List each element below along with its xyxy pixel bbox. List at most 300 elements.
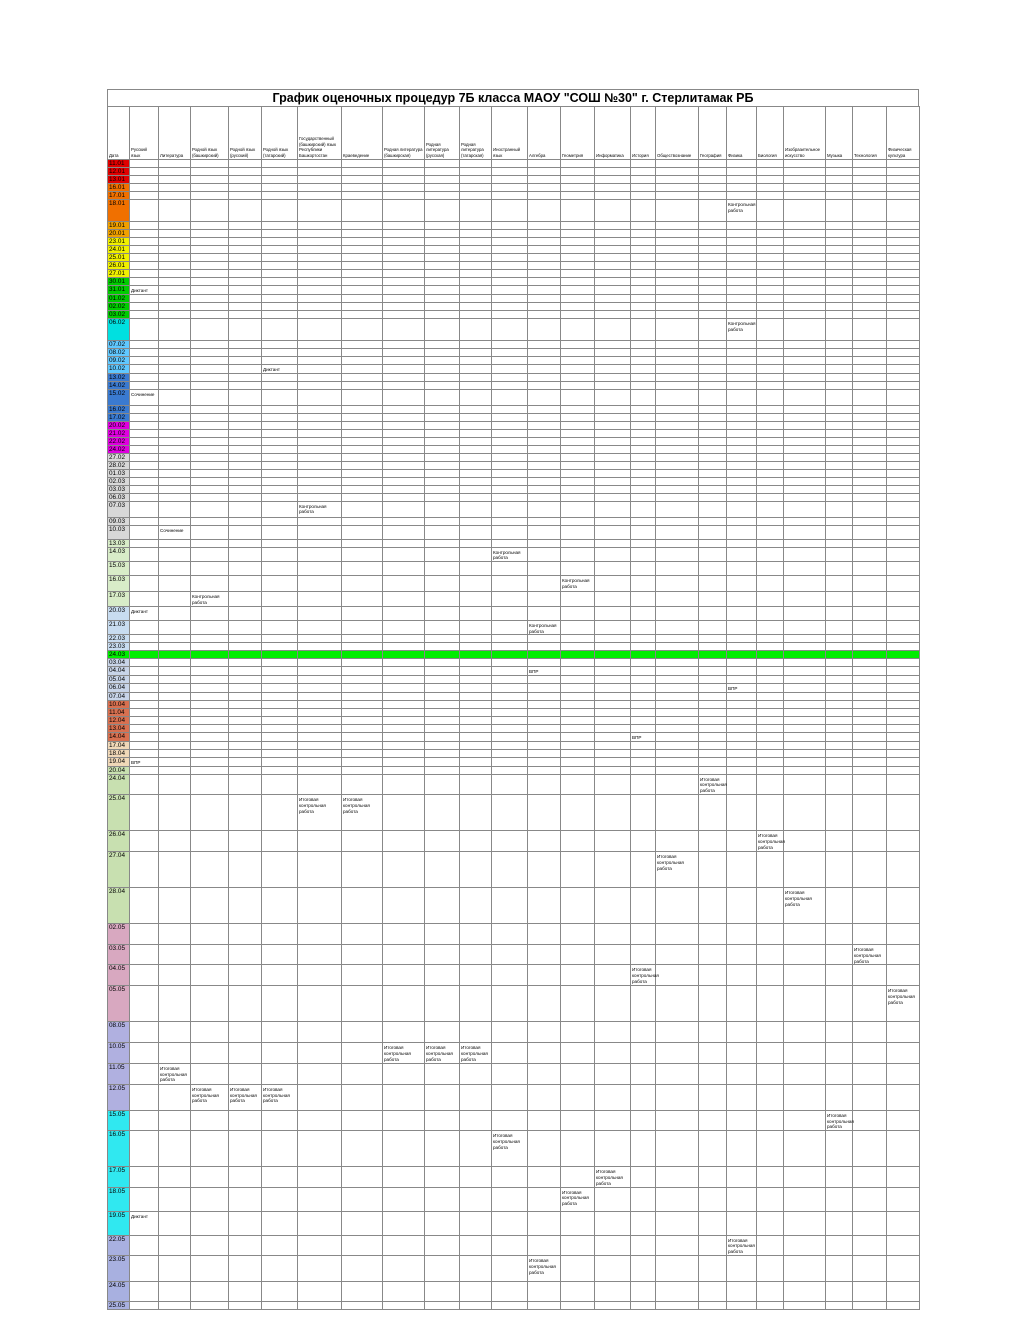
schedule-row: [108, 562, 920, 576]
empty-cell: [298, 851, 342, 887]
schedule-row: [108, 310, 920, 318]
empty-cell: [631, 635, 656, 643]
empty-cell: [757, 413, 784, 421]
empty-cell: [492, 270, 528, 278]
empty-cell: [262, 453, 298, 461]
empty-cell: [595, 413, 631, 421]
empty-cell: [887, 547, 920, 562]
empty-cell: [159, 230, 191, 238]
empty-cell: [130, 437, 159, 445]
empty-cell: [130, 356, 159, 364]
empty-cell: [159, 302, 191, 310]
empty-cell: [826, 246, 853, 254]
empty-cell: [191, 160, 229, 168]
empty-cell: [342, 246, 383, 254]
empty-cell: [853, 757, 887, 766]
empty-cell: [595, 749, 631, 757]
empty-cell: [757, 1022, 784, 1043]
empty-cell: [130, 262, 159, 270]
empty-cell: [383, 160, 425, 168]
empty-cell: [561, 278, 595, 286]
empty-cell: [130, 294, 159, 302]
assessment-cell: [727, 200, 757, 222]
empty-cell: [342, 1211, 383, 1235]
empty-cell: [784, 453, 826, 461]
empty-cell: [229, 1131, 262, 1167]
empty-cell: [595, 547, 631, 562]
date-cell: 10.05: [108, 1043, 130, 1063]
empty-cell: [342, 1131, 383, 1167]
empty-cell: [853, 774, 887, 794]
empty-cell: [298, 461, 342, 469]
empty-cell: [229, 716, 262, 724]
empty-cell: [492, 562, 528, 576]
empty-cell: [460, 1131, 492, 1167]
assessment-label: Итоговая контрольная работа: [785, 889, 812, 907]
empty-cell: [460, 340, 492, 348]
empty-cell: [191, 192, 229, 200]
empty-cell: [595, 176, 631, 184]
empty-cell: [159, 562, 191, 576]
empty-cell: [887, 676, 920, 684]
empty-cell: [191, 485, 229, 493]
empty-cell: [757, 851, 784, 887]
empty-cell: [262, 310, 298, 318]
date-cell: 09.03: [108, 517, 130, 525]
empty-cell: [561, 724, 595, 732]
empty-cell: [595, 230, 631, 238]
empty-cell: [528, 517, 561, 525]
empty-cell: [853, 1211, 887, 1235]
date-cell: 16.01: [108, 184, 130, 192]
empty-cell: [826, 887, 853, 923]
assessment-label: Итоговая контрольная работа: [461, 1045, 488, 1062]
empty-cell: [595, 620, 631, 635]
empty-cell: [460, 944, 492, 964]
empty-cell: [298, 356, 342, 364]
empty-cell: [383, 230, 425, 238]
assessment-cell: [298, 794, 342, 830]
empty-cell: [727, 606, 757, 620]
empty-cell: [631, 389, 656, 405]
empty-cell: [159, 1301, 191, 1309]
empty-cell: [130, 851, 159, 887]
assessment-cell: [425, 1043, 460, 1063]
empty-cell: [727, 667, 757, 676]
empty-cell: [826, 1167, 853, 1187]
empty-cell: [492, 923, 528, 944]
empty-cell: [561, 1110, 595, 1130]
empty-cell: [159, 1281, 191, 1301]
empty-cell: [460, 318, 492, 340]
empty-cell: [342, 421, 383, 429]
empty-cell: [561, 562, 595, 576]
empty-cell: [595, 659, 631, 667]
empty-cell: [191, 364, 229, 373]
empty-cell: [383, 356, 425, 364]
empty-cell: [298, 168, 342, 176]
empty-cell: [262, 576, 298, 592]
empty-cell: [727, 1110, 757, 1130]
empty-cell: [229, 238, 262, 246]
empty-cell: [191, 606, 229, 620]
empty-cell: [298, 477, 342, 485]
empty-cell: [191, 222, 229, 230]
empty-cell: [561, 364, 595, 373]
empty-cell: [561, 286, 595, 295]
empty-cell: [262, 348, 298, 356]
empty-cell: [425, 294, 460, 302]
empty-cell: [262, 286, 298, 295]
empty-cell: [757, 944, 784, 964]
empty-cell: [492, 469, 528, 477]
empty-cell: [262, 700, 298, 708]
empty-cell: [342, 774, 383, 794]
empty-cell: [887, 965, 920, 986]
empty-cell: [159, 168, 191, 176]
empty-cell: [887, 562, 920, 576]
empty-cell: [561, 1301, 595, 1309]
empty-cell: [425, 606, 460, 620]
empty-cell: [460, 278, 492, 286]
empty-cell: [342, 517, 383, 525]
empty-cell: [784, 405, 826, 413]
empty-cell: [595, 461, 631, 469]
date-cell: 13.02: [108, 373, 130, 381]
empty-cell: [727, 429, 757, 437]
empty-cell: [460, 168, 492, 176]
empty-cell: [595, 192, 631, 200]
empty-cell: [262, 485, 298, 493]
empty-cell: [130, 485, 159, 493]
empty-cell: [727, 741, 757, 749]
empty-cell: [342, 302, 383, 310]
empty-cell: [853, 1255, 887, 1281]
empty-cell: [159, 286, 191, 295]
empty-cell: [298, 184, 342, 192]
date-cell: 10.04: [108, 700, 130, 708]
empty-cell: [425, 222, 460, 230]
empty-cell: [298, 286, 342, 295]
assessment-label: Итоговая контрольная работа: [827, 1112, 854, 1130]
empty-cell: [298, 437, 342, 445]
empty-cell: [460, 562, 492, 576]
empty-cell: [727, 887, 757, 923]
empty-cell: [425, 1255, 460, 1281]
empty-cell: [631, 302, 656, 310]
empty-cell: [631, 1301, 656, 1309]
empty-cell: [699, 741, 727, 749]
empty-cell: [383, 381, 425, 389]
empty-cell: [784, 620, 826, 635]
empty-cell: [656, 453, 699, 461]
empty-cell: [383, 278, 425, 286]
empty-cell: [130, 1063, 159, 1084]
empty-cell: [528, 562, 561, 576]
empty-cell: [887, 461, 920, 469]
empty-cell: [631, 676, 656, 684]
empty-cell: [784, 643, 826, 651]
empty-cell: [561, 986, 595, 1022]
empty-cell: [853, 318, 887, 340]
empty-cell: [757, 469, 784, 477]
empty-cell: [460, 302, 492, 310]
date-cell: 21.02: [108, 429, 130, 437]
empty-cell: [784, 741, 826, 749]
empty-cell: [561, 437, 595, 445]
empty-cell: [631, 437, 656, 445]
empty-cell: [460, 887, 492, 923]
date-cell: 11.05: [108, 1063, 130, 1084]
empty-cell: [826, 453, 853, 461]
empty-cell: [460, 429, 492, 437]
schedule-row: [108, 286, 920, 295]
empty-cell: [595, 1255, 631, 1281]
empty-cell: [460, 286, 492, 295]
empty-cell: [460, 348, 492, 356]
empty-cell: [298, 429, 342, 437]
date-cell: 14.02: [108, 381, 130, 389]
empty-cell: [826, 700, 853, 708]
empty-cell: [229, 437, 262, 445]
empty-cell: [191, 501, 229, 517]
empty-cell: [191, 340, 229, 348]
empty-cell: [229, 160, 262, 168]
empty-cell: [425, 437, 460, 445]
empty-cell: [383, 1235, 425, 1255]
empty-cell: [130, 230, 159, 238]
empty-cell: [595, 651, 631, 659]
empty-cell: [826, 364, 853, 373]
date-cell: 14.03: [108, 547, 130, 562]
empty-cell: [425, 1131, 460, 1167]
empty-cell: [298, 381, 342, 389]
empty-cell: [757, 1043, 784, 1063]
empty-cell: [826, 222, 853, 230]
empty-cell: [159, 620, 191, 635]
empty-cell: [262, 851, 298, 887]
empty-cell: [656, 651, 699, 659]
empty-cell: [425, 700, 460, 708]
assessment-cell: [853, 944, 887, 964]
schedule-row: [108, 1281, 920, 1301]
date-cell: 10.02: [108, 364, 130, 373]
empty-cell: [298, 684, 342, 693]
empty-cell: [130, 1084, 159, 1110]
empty-cell: [887, 1022, 920, 1043]
empty-cell: [492, 757, 528, 766]
assessment-cell: [383, 1043, 425, 1063]
empty-cell: [342, 176, 383, 184]
empty-cell: [757, 606, 784, 620]
empty-cell: [595, 1301, 631, 1309]
empty-cell: [757, 547, 784, 562]
empty-cell: [784, 525, 826, 539]
empty-cell: [229, 200, 262, 222]
empty-cell: [595, 477, 631, 485]
empty-cell: [492, 373, 528, 381]
empty-cell: [826, 620, 853, 635]
empty-cell: [631, 757, 656, 766]
schedule-row: [108, 576, 920, 592]
empty-cell: [159, 635, 191, 643]
empty-cell: [229, 887, 262, 923]
empty-cell: [383, 1281, 425, 1301]
schedule-row: [108, 493, 920, 501]
empty-cell: [528, 364, 561, 373]
empty-cell: [757, 774, 784, 794]
empty-cell: [342, 200, 383, 222]
empty-cell: [727, 310, 757, 318]
empty-cell: [229, 222, 262, 230]
date-cell: 02.03: [108, 477, 130, 485]
empty-cell: [130, 741, 159, 749]
empty-cell: [492, 1211, 528, 1235]
empty-cell: [191, 310, 229, 318]
empty-cell: [460, 1235, 492, 1255]
empty-cell: [425, 766, 460, 774]
date-cell: 17.01: [108, 192, 130, 200]
empty-cell: [262, 643, 298, 651]
empty-cell: [492, 246, 528, 254]
empty-cell: [130, 429, 159, 437]
empty-cell: [853, 364, 887, 373]
empty-cell: [631, 348, 656, 356]
empty-cell: [887, 413, 920, 421]
column-header: Русский язык: [130, 107, 159, 160]
empty-cell: [595, 887, 631, 923]
empty-cell: [130, 238, 159, 246]
empty-cell: [853, 356, 887, 364]
empty-cell: [699, 200, 727, 222]
empty-cell: [757, 539, 784, 547]
empty-cell: [561, 453, 595, 461]
date-cell: 30.01: [108, 278, 130, 286]
empty-cell: [528, 676, 561, 684]
date-cell: 04.04: [108, 667, 130, 676]
empty-cell: [656, 1110, 699, 1130]
empty-cell: [727, 547, 757, 562]
date-cell: 19.01: [108, 222, 130, 230]
empty-cell: [425, 965, 460, 986]
empty-cell: [262, 340, 298, 348]
empty-cell: [656, 348, 699, 356]
schedule-row: [108, 606, 920, 620]
empty-cell: [887, 176, 920, 184]
empty-cell: [826, 1022, 853, 1043]
empty-cell: [262, 766, 298, 774]
empty-cell: [757, 294, 784, 302]
empty-cell: [229, 724, 262, 732]
empty-cell: [159, 405, 191, 413]
schedule-row: [108, 1043, 920, 1063]
empty-cell: [656, 517, 699, 525]
assessment-cell: [229, 1084, 262, 1110]
empty-cell: [631, 381, 656, 389]
empty-cell: [887, 1063, 920, 1084]
empty-cell: [853, 286, 887, 295]
empty-cell: [492, 667, 528, 676]
empty-cell: [887, 606, 920, 620]
empty-cell: [342, 310, 383, 318]
empty-cell: [298, 222, 342, 230]
empty-cell: [631, 1211, 656, 1235]
assessment-label: Итоговая контрольная работа: [657, 853, 684, 871]
empty-cell: [757, 405, 784, 413]
empty-cell: [460, 364, 492, 373]
empty-cell: [383, 493, 425, 501]
empty-cell: [229, 830, 262, 851]
empty-cell: [298, 774, 342, 794]
empty-cell: [492, 485, 528, 493]
empty-cell: [528, 659, 561, 667]
empty-cell: [528, 192, 561, 200]
empty-cell: [699, 302, 727, 310]
empty-cell: [191, 676, 229, 684]
empty-cell: [298, 200, 342, 222]
empty-cell: [130, 700, 159, 708]
schedule-row: [108, 651, 920, 659]
empty-cell: [298, 1301, 342, 1309]
empty-cell: [528, 692, 561, 700]
empty-cell: [631, 160, 656, 168]
empty-cell: [298, 389, 342, 405]
empty-cell: [784, 562, 826, 576]
empty-cell: [425, 635, 460, 643]
empty-cell: [757, 724, 784, 732]
empty-cell: [262, 373, 298, 381]
empty-cell: [528, 340, 561, 348]
empty-cell: [298, 1022, 342, 1043]
empty-cell: [561, 413, 595, 421]
empty-cell: [561, 620, 595, 635]
empty-cell: [262, 1235, 298, 1255]
empty-cell: [383, 830, 425, 851]
empty-cell: [383, 724, 425, 732]
empty-cell: [383, 562, 425, 576]
empty-cell: [492, 651, 528, 659]
date-cell: 19.04: [108, 757, 130, 766]
empty-cell: [191, 493, 229, 501]
empty-cell: [699, 501, 727, 517]
empty-cell: [492, 684, 528, 693]
empty-cell: [159, 965, 191, 986]
empty-cell: [492, 168, 528, 176]
empty-cell: [425, 576, 460, 592]
empty-cell: [492, 1281, 528, 1301]
empty-cell: [383, 318, 425, 340]
empty-cell: [727, 445, 757, 453]
empty-cell: [159, 310, 191, 318]
empty-cell: [727, 176, 757, 184]
empty-cell: [561, 238, 595, 246]
empty-cell: [699, 724, 727, 732]
empty-cell: [425, 944, 460, 964]
empty-cell: [528, 160, 561, 168]
empty-cell: [826, 1281, 853, 1301]
empty-cell: [492, 944, 528, 964]
assessment-label: Итоговая контрольная работа: [596, 1169, 623, 1186]
empty-cell: [853, 923, 887, 944]
empty-cell: [631, 944, 656, 964]
empty-cell: [699, 1281, 727, 1301]
empty-cell: [853, 294, 887, 302]
empty-cell: [130, 340, 159, 348]
empty-cell: [425, 684, 460, 693]
empty-cell: [757, 525, 784, 539]
empty-cell: [631, 517, 656, 525]
empty-cell: [229, 676, 262, 684]
